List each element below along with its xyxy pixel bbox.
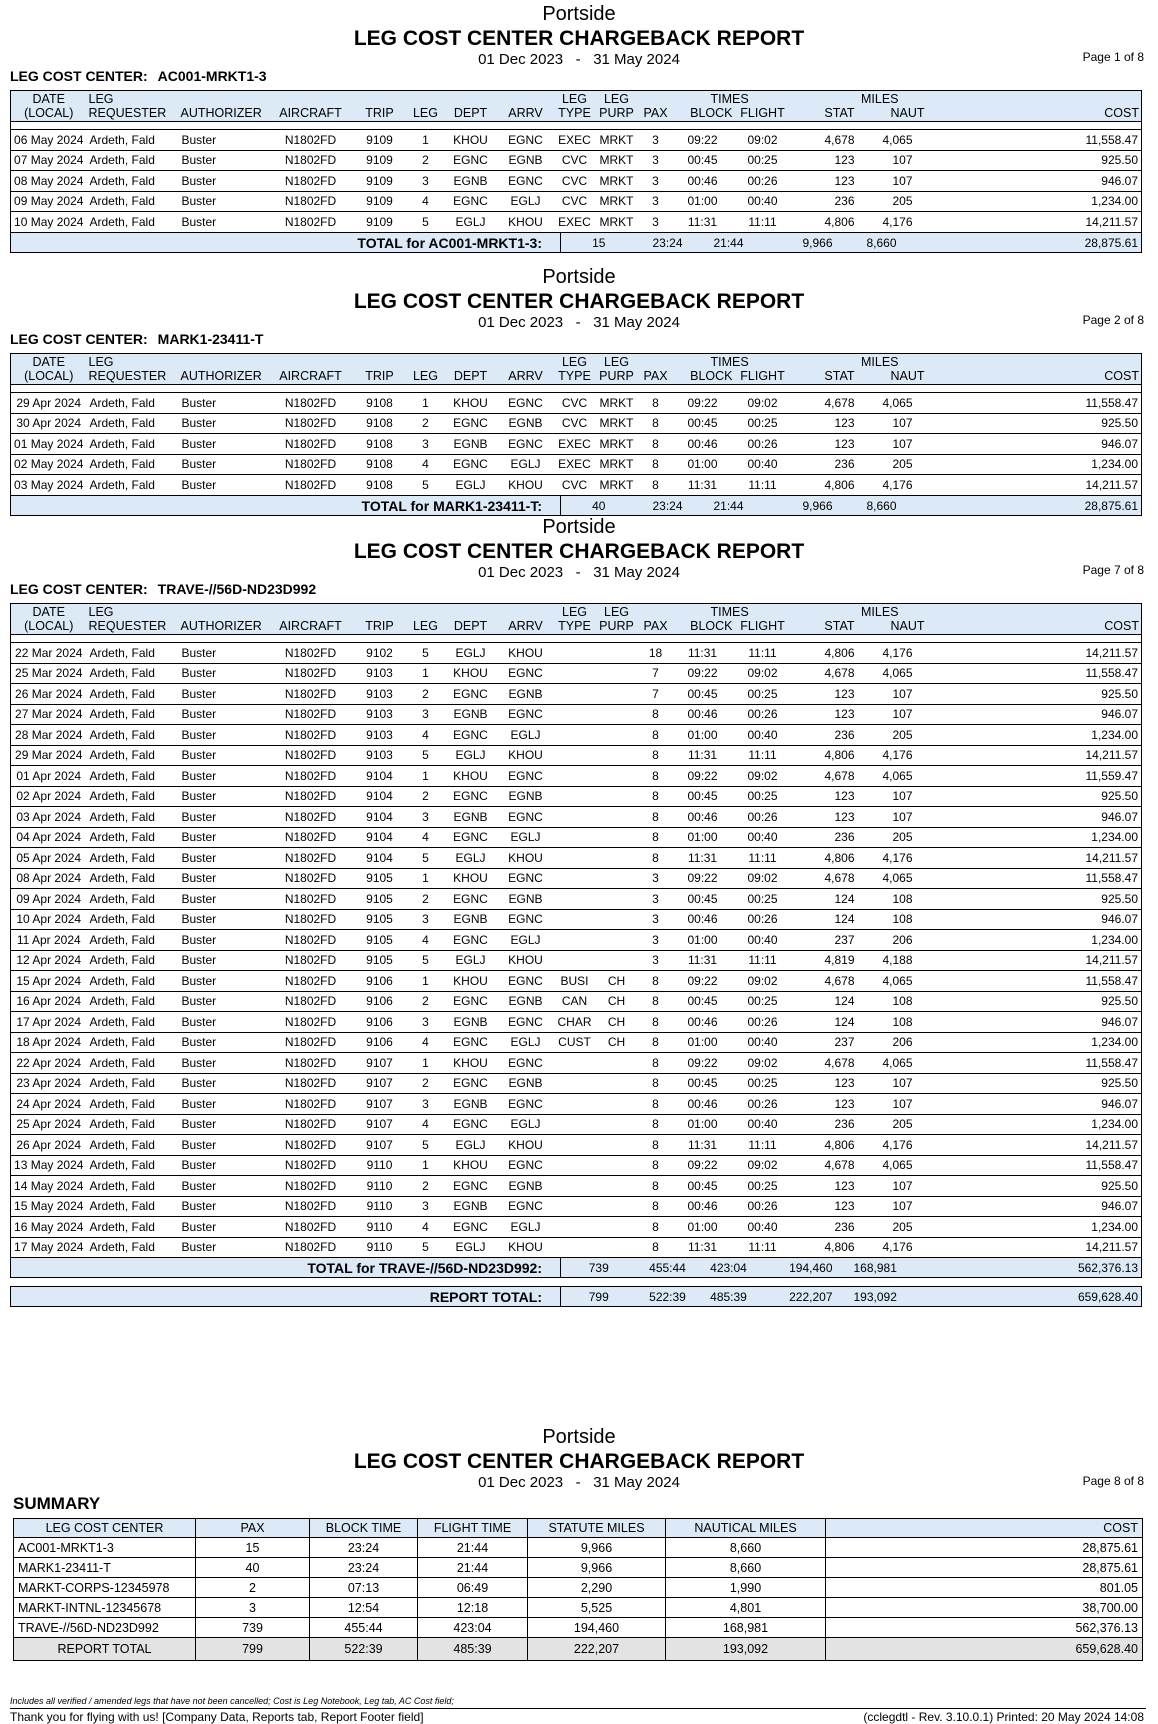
summary-row: MARKT-INTNL-12345678 3 12:54 12:18 5,525 4,801 38,700.00: [14, 1598, 1143, 1618]
section-total-row: TOTAL for AC001-MRKT1-3: 15 23:24 21:44 9,966 8,660 28,875.61: [10, 232, 1142, 253]
report-header: [0, 515, 1158, 582]
page-number: Page 8 of 8: [1082, 1474, 1144, 1488]
company-name: Portside: [542, 1426, 616, 1448]
report-total-row: REPORT TOTAL: 799 522:39 485:39 222,207 193,092 659,628.40: [10, 1286, 1142, 1307]
footer-note: Includes all verified / amended legs that have not been cancelled; Cost is Leg Notebook, Leg tab, AC Cost field;: [10, 1696, 454, 1706]
table-row: 07 May 2024 Ardeth, Fald Buster N1802FD 9109 2 EGNC EGNB CVC MRKT 3 00:45 00:25 123 107 925.50: [11, 150, 1142, 171]
table-row: 03 May 2024 Ardeth, Fald Buster N1802FD 9108 5 EGLJ KHOU CVC MRKT 8 11:31 11:11 4,806 4,176 14,211.57: [11, 475, 1142, 496]
table-row: 24 Apr 2024 Ardeth, Fald Buster N1802FD 9107 3 EGNB EGNC 8 00:46 00:26 123 107 946.07: [11, 1094, 1142, 1115]
table-row: 22 Mar 2024 Ardeth, Fald Buster N1802FD 9102 5 EGLJ KHOU 18 11:31 11:11 4,806 4,176 14,211.57: [11, 643, 1142, 664]
table-row: 10 May 2024 Ardeth, Fald Buster N1802FD 9109 5 EGLJ KHOU EXEC MRKT 3 11:31 11:11 4,806 4,176 14,211.57: [11, 212, 1142, 233]
report-title: LEG COST CENTER CHARGEBACK REPORT: [353, 1450, 805, 1473]
table-row: 14 May 2024 Ardeth, Fald Buster N1802FD 9110 2 EGNC EGNB 8 00:45 00:25 123 107 925.50: [11, 1176, 1142, 1197]
cost-center-heading: LEG COST CENTER: AC001-MRKT1-3: [10, 68, 267, 84]
table-row: 15 May 2024 Ardeth, Fald Buster N1802FD 9110 3 EGNB EGNC 8 00:46 00:26 123 107 946.07: [11, 1196, 1142, 1217]
table-row: 13 May 2024 Ardeth, Fald Buster N1802FD 9110 1 KHOU EGNC 8 09:22 09:02 4,678 4,065 11,558.47: [11, 1155, 1142, 1176]
summary-total-row: REPORT TOTAL 799 522:39 485:39 222,207 193,092 659,628.40: [14, 1638, 1143, 1661]
cost-center-heading: LEG COST CENTER: TRAVE-//56D-ND23D992: [10, 581, 317, 597]
table-row: 09 Apr 2024 Ardeth, Fald Buster N1802FD 9105 2 EGNC EGNB 3 00:45 00:25 124 108 925.50: [11, 889, 1142, 910]
table-row: 08 May 2024 Ardeth, Fald Buster N1802FD 9109 3 EGNB EGNC CVC MRKT 3 00:46 00:26 123 107 946.07: [11, 171, 1142, 192]
table-row: 25 Apr 2024 Ardeth, Fald Buster N1802FD 9107 4 EGNC EGLJ 8 01:00 00:40 236 205 1,234.00: [11, 1114, 1142, 1135]
table-row: 25 Mar 2024 Ardeth, Fald Buster N1802FD 9103 1 KHOU EGNC 7 09:22 09:02 4,678 4,065 11,558.47: [11, 663, 1142, 684]
table-row: 16 Apr 2024 Ardeth, Fald Buster N1802FD 9106 2 EGNC EGNB CAN CH 8 00:45 00:25 124 108 925.50: [11, 991, 1142, 1012]
table-row: 06 May 2024 Ardeth, Fald Buster N1802FD 9109 1 KHOU EGNC EXEC MRKT 3 09:22 09:02 4,678 4,065 11,558.47: [11, 130, 1142, 151]
report-date-range: 01 Dec 2023 - 31 May 2024: [478, 1474, 680, 1492]
table-row: 26 Apr 2024 Ardeth, Fald Buster N1802FD 9107 5 EGLJ KHOU 8 11:31 11:11 4,806 4,176 14,211.57: [11, 1135, 1142, 1156]
summary-header: LEG COST CENTER PAX BLOCK TIME FLIGHT TIME STATUTE MILES NAUTICAL MILES COST: [14, 1519, 1143, 1538]
table-row: 29 Apr 2024 Ardeth, Fald Buster N1802FD 9108 1 KHOU EGNC CVC MRKT 8 09:22 09:02 4,678 4,065 11,558.47: [11, 393, 1142, 414]
footer-divider: [10, 1708, 1146, 1709]
table-row: 28 Mar 2024 Ardeth, Fald Buster N1802FD 9103 4 EGNC EGLJ 8 01:00 00:40 236 205 1,234.00: [11, 725, 1142, 746]
cost-center-value: MARK1-23411-T: [157, 331, 264, 347]
table-row: 09 May 2024 Ardeth, Fald Buster N1802FD 9109 4 EGNC EGLJ CVC MRKT 3 01:00 00:40 236 205 1,234.00: [11, 191, 1142, 212]
table-row: 17 May 2024 Ardeth, Fald Buster N1802FD 9110 5 EGLJ KHOU 8 11:31 11:11 4,806 4,176 14,211.57: [11, 1237, 1142, 1258]
table-row: 02 Apr 2024 Ardeth, Fald Buster N1802FD 9104 2 EGNC EGNB 8 00:45 00:25 123 107 925.50: [11, 786, 1142, 807]
page-number: Page 1 of 8: [1082, 50, 1144, 64]
table-row: 01 Apr 2024 Ardeth, Fald Buster N1802FD 9104 1 KHOU EGNC 8 09:22 09:02 4,678 4,065 11,559.47: [11, 766, 1142, 787]
table-row: 02 May 2024 Ardeth, Fald Buster N1802FD 9108 4 EGNC EGLJ EXEC MRKT 8 01:00 00:40 236 205 1,234.00: [11, 454, 1142, 475]
legs-table-header: DATE (LOCAL) LEG REQUESTER AUTHORIZER AIRCRAFT TRIP LEG DEPT ARRV LEG TYPE LEG PURP PAX BLOCK TIMES FLIGHT MILES STAT NAUT COST: [11, 354, 1142, 385]
legs-table: [10, 603, 1142, 1258]
table-row: 15 Apr 2024 Ardeth, Fald Buster N1802FD 9106 1 KHOU EGNC BUSI CH 8 09:22 09:02 4,678 4,065 11,558.47: [11, 971, 1142, 992]
cost-center-value: AC001-MRKT1-3: [157, 68, 267, 84]
table-row: 01 May 2024 Ardeth, Fald Buster N1802FD 9108 3 EGNB EGNC EXEC MRKT 8 00:46 00:26 123 107 946.07: [11, 434, 1142, 455]
legs-table: [10, 90, 1142, 233]
table-row: 29 Mar 2024 Ardeth, Fald Buster N1802FD 9103 5 EGLJ KHOU 8 11:31 11:11 4,806 4,176 14,211.57: [11, 745, 1142, 766]
table-row: 22 Apr 2024 Ardeth, Fald Buster N1802FD 9107 1 KHOU EGNC 8 09:22 09:02 4,678 4,065 11,558.47: [11, 1053, 1142, 1074]
report-title: LEG COST CENTER CHARGEBACK REPORT: [353, 540, 805, 563]
report-date-range: 01 Dec 2023 - 31 May 2024: [478, 51, 680, 69]
company-name: Portside: [542, 516, 616, 538]
table-row: 16 May 2024 Ardeth, Fald Buster N1802FD 9110 4 EGNC EGLJ 8 01:00 00:40 236 205 1,234.00: [11, 1217, 1142, 1238]
footer-right: (cclegdtl - Rev. 3.10.0.1) Printed: 20 May 2024 14:08: [863, 1710, 1144, 1724]
table-row: 11 Apr 2024 Ardeth, Fald Buster N1802FD 9105 4 EGNC EGLJ 3 01:00 00:40 237 206 1,234.00: [11, 930, 1142, 951]
company-name: Portside: [542, 3, 616, 25]
table-row: 18 Apr 2024 Ardeth, Fald Buster N1802FD 9106 4 EGNC EGLJ CUST CH 8 01:00 00:40 237 206 1,234.00: [11, 1032, 1142, 1053]
company-name: Portside: [542, 266, 616, 288]
report-title: LEG COST CENTER CHARGEBACK REPORT: [353, 27, 805, 50]
report-title: LEG COST CENTER CHARGEBACK REPORT: [353, 290, 805, 313]
legs-table-header: DATE (LOCAL) LEG REQUESTER AUTHORIZER AIRCRAFT TRIP LEG DEPT ARRV LEG TYPE LEG PURP PAX BLOCK TIMES FLIGHT MILES STAT NAUT COST: [11, 604, 1142, 635]
table-row: 04 Apr 2024 Ardeth, Fald Buster N1802FD 9104 4 EGNC EGLJ 8 01:00 00:40 236 205 1,234.00: [11, 827, 1142, 848]
section-total-row: TOTAL for TRAVE-//56D-ND23D992: 739 455:44 423:04 194,460 168,981 562,376.13: [10, 1257, 1142, 1278]
table-row: 08 Apr 2024 Ardeth, Fald Buster N1802FD 9105 1 KHOU EGNC 3 09:22 09:02 4,678 4,065 11,558.47: [11, 868, 1142, 889]
report-header: [0, 1425, 1158, 1492]
report-date-range: 01 Dec 2023 - 31 May 2024: [478, 564, 680, 582]
table-row: 27 Mar 2024 Ardeth, Fald Buster N1802FD 9103 3 EGNB EGNC 8 00:46 00:26 123 107 946.07: [11, 704, 1142, 725]
legs-table-header: DATE (LOCAL) LEG REQUESTER AUTHORIZER AIRCRAFT TRIP LEG DEPT ARRV LEG TYPE LEG PURP PAX BLOCK TIMES FLIGHT MILES STAT NAUT COST: [11, 91, 1142, 122]
table-row: 10 Apr 2024 Ardeth, Fald Buster N1802FD 9105 3 EGNB EGNC 3 00:46 00:26 124 108 946.07: [11, 909, 1142, 930]
table-row: 23 Apr 2024 Ardeth, Fald Buster N1802FD 9107 2 EGNC EGNB 8 00:45 00:25 123 107 925.50: [11, 1073, 1142, 1094]
report-header: [0, 265, 1158, 332]
table-row: 17 Apr 2024 Ardeth, Fald Buster N1802FD 9106 3 EGNB EGNC CHAR CH 8 00:46 00:26 124 108 946.07: [11, 1012, 1142, 1033]
summary-row: MARK1-23411-T 40 23:24 21:44 9,966 8,660 28,875.61: [14, 1558, 1143, 1578]
summary-row: MARKT-CORPS-12345978 2 07:13 06:49 2,290 1,990 801.05: [14, 1578, 1143, 1598]
page-number: Page 7 of 8: [1082, 563, 1144, 577]
table-row: 05 Apr 2024 Ardeth, Fald Buster N1802FD 9104 5 EGLJ KHOU 8 11:31 11:11 4,806 4,176 14,211.57: [11, 848, 1142, 869]
report-date-range: 01 Dec 2023 - 31 May 2024: [478, 314, 680, 332]
footer-left: Thank you for flying with us! [Company Data, Reports tab, Report Footer field]: [10, 1710, 424, 1724]
table-row: 12 Apr 2024 Ardeth, Fald Buster N1802FD 9105 5 EGLJ KHOU 3 11:31 11:11 4,819 4,188 14,211.57: [11, 950, 1142, 971]
legs-table: [10, 353, 1142, 496]
summary-row: AC001-MRKT1-3 15 23:24 21:44 9,966 8,660 28,875.61: [14, 1538, 1143, 1558]
cost-center-value: TRAVE-//56D-ND23D992: [157, 581, 317, 597]
table-row: 03 Apr 2024 Ardeth, Fald Buster N1802FD 9104 3 EGNB EGNC 8 00:46 00:26 123 107 946.07: [11, 807, 1142, 828]
section-total-row: TOTAL for MARK1-23411-T: 40 23:24 21:44 9,966 8,660 28,875.61: [10, 495, 1142, 516]
cost-center-heading: LEG COST CENTER: MARK1-23411-T: [10, 331, 264, 347]
summary-row: TRAVE-//56D-ND23D992 739 455:44 423:04 194,460 168,981 562,376.13: [14, 1618, 1143, 1638]
summary-table: [13, 1518, 1143, 1661]
summary-title: SUMMARY: [13, 1494, 101, 1513]
report-header: [0, 2, 1158, 69]
table-row: 30 Apr 2024 Ardeth, Fald Buster N1802FD 9108 2 EGNC EGNB CVC MRKT 8 00:45 00:25 123 107 925.50: [11, 413, 1142, 434]
table-row: 26 Mar 2024 Ardeth, Fald Buster N1802FD 9103 2 EGNC EGNB 7 00:45 00:25 123 107 925.50: [11, 684, 1142, 705]
page-number: Page 2 of 8: [1082, 313, 1144, 327]
